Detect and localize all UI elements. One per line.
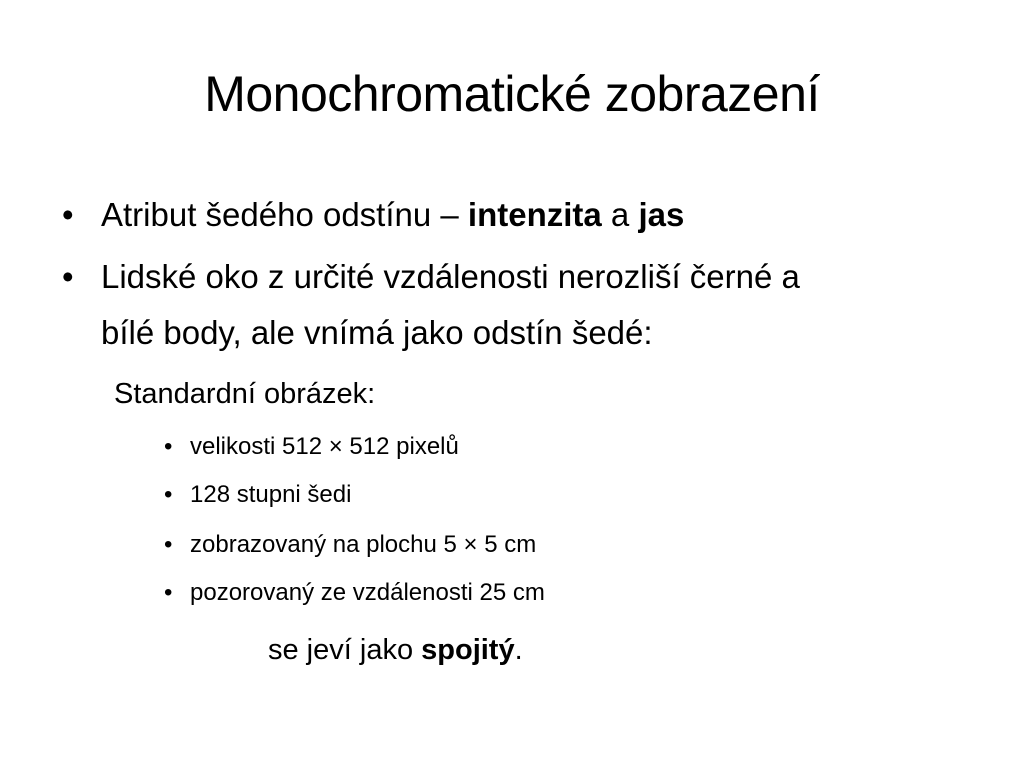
bold-term-jas: jas <box>638 196 685 233</box>
bullet-text: Atribut šedého odstínu – intenzita a jas <box>101 196 685 233</box>
bold-term-spojity: spojitý <box>421 634 515 666</box>
bullet-text-line-2: bílé body, ale vnímá jako odstín šedé: <box>101 314 653 351</box>
bullet-dot-icon: • <box>62 196 74 233</box>
bullet-dot-icon: • <box>62 258 74 295</box>
closing-line: se jeví jako spojitý. <box>268 634 523 666</box>
sub-bullet-text: pozorovaný ze vzdálenosti 25 cm <box>190 579 545 606</box>
bullet-dot-icon: • <box>164 481 173 508</box>
bullet-dot-icon: • <box>164 531 173 558</box>
sub-bullet-text: velikosti 512 × 512 pixelů <box>190 433 459 460</box>
slide-title: Monochromatické zobrazení <box>204 66 820 122</box>
bullet-dot-icon: • <box>164 433 173 460</box>
bullet-text-line-1: Lidské oko z určité vzdálenosti nerozliší černé a <box>101 258 800 295</box>
bullet-dot-icon: • <box>164 579 173 606</box>
sub-bullet-text: zobrazovaný na plochu 5 × 5 cm <box>190 531 537 558</box>
sub-bullet-text: 128 stupni šedi <box>190 481 352 508</box>
bold-term-intenzita: intenzita <box>467 196 602 233</box>
sub-heading: Standardní obrázek: <box>114 378 376 410</box>
